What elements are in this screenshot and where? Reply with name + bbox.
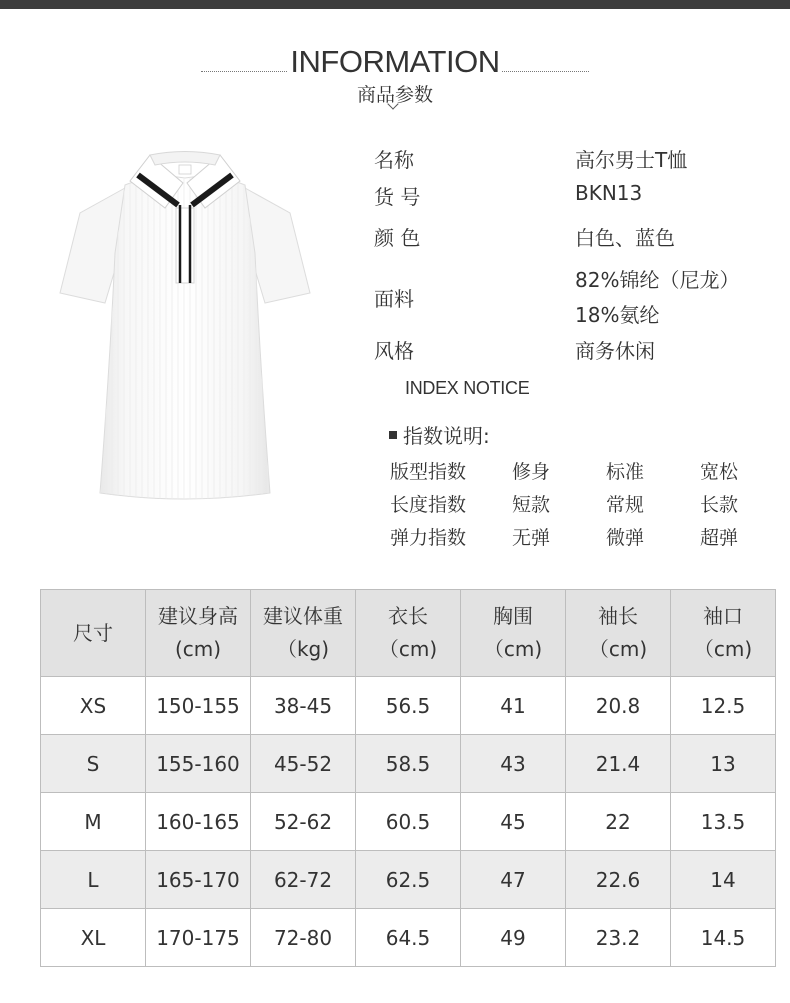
index-row-name: 版型指数 <box>390 461 467 483</box>
index-notice-title: INDEX NOTICE <box>405 378 530 398</box>
table-cell: XS <box>41 677 146 735</box>
index-option: 超弹 <box>700 527 739 549</box>
index-row-fit <box>390 457 750 483</box>
table-cell: 21.4 <box>566 735 671 793</box>
table-cell: 160-165 <box>146 793 251 851</box>
table-cell: S <box>41 735 146 793</box>
table-cell: 14.5 <box>671 909 776 967</box>
table-cell: 22.6 <box>566 851 671 909</box>
spec-value-fabric-line1: 82%锦纶（尼龙） <box>575 268 740 292</box>
header-unit: （kg) <box>276 637 330 661</box>
table-row <box>41 735 776 793</box>
spec-value-color: 白色、蓝色 <box>575 226 675 250</box>
index-row-length <box>390 490 750 516</box>
index-row-name: 弹力指数 <box>390 527 467 549</box>
header-sleeve <box>566 590 671 677</box>
spec-value-item-no: BKN13 <box>575 181 643 205</box>
table-cell: 165-170 <box>146 851 251 909</box>
header-line: 胸围 <box>493 604 533 628</box>
table-cell: 43 <box>461 735 566 793</box>
table-cell: 13 <box>671 735 776 793</box>
table-cell: 45-52 <box>251 735 356 793</box>
index-subtitle-text: 指数说明: <box>403 424 490 448</box>
header-line: 衣长 <box>388 604 428 628</box>
index-option: 微弹 <box>606 527 645 549</box>
header-cuff <box>671 590 776 677</box>
table-cell: 64.5 <box>356 909 461 967</box>
index-option: 标准 <box>606 461 645 483</box>
table-row <box>41 793 776 851</box>
header-line: 袖口 <box>703 604 743 628</box>
table-cell: 155-160 <box>146 735 251 793</box>
index-row-name: 长度指数 <box>390 494 467 516</box>
table-cell: 38-45 <box>251 677 356 735</box>
spec-label-fabric: 面料 <box>374 287 414 311</box>
header-line: 建议体重 <box>263 604 343 628</box>
page-subtitle: 商品参数 <box>356 84 433 106</box>
table-cell: XL <box>41 909 146 967</box>
size-table-header-row <box>41 590 776 677</box>
table-cell: 150-155 <box>146 677 251 735</box>
polo-shirt-image <box>55 143 315 508</box>
spec-value-style: 商务休闲 <box>575 339 655 363</box>
header-unit: （cm) <box>483 637 543 661</box>
index-option: 修身 <box>512 461 551 483</box>
table-row <box>41 677 776 735</box>
spec-label-style: 风格 <box>374 339 414 363</box>
table-cell: M <box>41 793 146 851</box>
table-row <box>41 851 776 909</box>
header-height <box>146 590 251 677</box>
index-option: 短款 <box>512 494 551 516</box>
table-cell: 72-80 <box>251 909 356 967</box>
index-notice-subtitle <box>389 420 490 449</box>
table-cell: 49 <box>461 909 566 967</box>
table-cell: 20.8 <box>566 677 671 735</box>
spec-value-name: 高尔男士T恤 <box>575 148 688 172</box>
top-bar <box>0 0 790 9</box>
table-row <box>41 909 776 967</box>
table-cell: 13.5 <box>671 793 776 851</box>
spec-label-item-no: 货 号 <box>374 185 421 209</box>
header-line: 建议身高 <box>158 604 238 628</box>
header-length <box>356 590 461 677</box>
table-cell: 58.5 <box>356 735 461 793</box>
header-unit: (cm) <box>174 637 222 661</box>
index-option: 无弹 <box>512 527 551 549</box>
header-size <box>41 590 146 677</box>
table-cell: 12.5 <box>671 677 776 735</box>
page-title: INFORMATION <box>290 44 500 79</box>
table-cell: 14 <box>671 851 776 909</box>
table-cell: 41 <box>461 677 566 735</box>
table-cell: 45 <box>461 793 566 851</box>
index-option: 长款 <box>700 494 739 516</box>
header-chest <box>461 590 566 677</box>
table-cell: L <box>41 851 146 909</box>
table-cell: 52-62 <box>251 793 356 851</box>
table-cell: 62.5 <box>356 851 461 909</box>
table-cell: 170-175 <box>146 909 251 967</box>
header-line: 尺寸 <box>73 620 113 645</box>
header-weight <box>251 590 356 677</box>
spec-label-color: 颜 色 <box>374 226 421 250</box>
table-cell: 47 <box>461 851 566 909</box>
index-option: 宽松 <box>700 461 739 483</box>
header-line: 袖长 <box>598 604 638 628</box>
spec-value-fabric-line2: 18%氨纶 <box>575 303 660 327</box>
index-row-stretch <box>390 523 750 549</box>
table-cell: 23.2 <box>566 909 671 967</box>
table-cell: 56.5 <box>356 677 461 735</box>
index-option: 常规 <box>606 494 645 516</box>
header-unit: （cm) <box>378 637 438 661</box>
size-table <box>40 589 776 967</box>
header-unit: （cm) <box>693 637 753 661</box>
spec-label-name: 名称 <box>374 148 414 172</box>
square-bullet-icon <box>389 431 397 439</box>
table-cell: 22 <box>566 793 671 851</box>
table-cell: 62-72 <box>251 851 356 909</box>
header-unit: （cm) <box>588 637 648 661</box>
table-cell: 60.5 <box>356 793 461 851</box>
